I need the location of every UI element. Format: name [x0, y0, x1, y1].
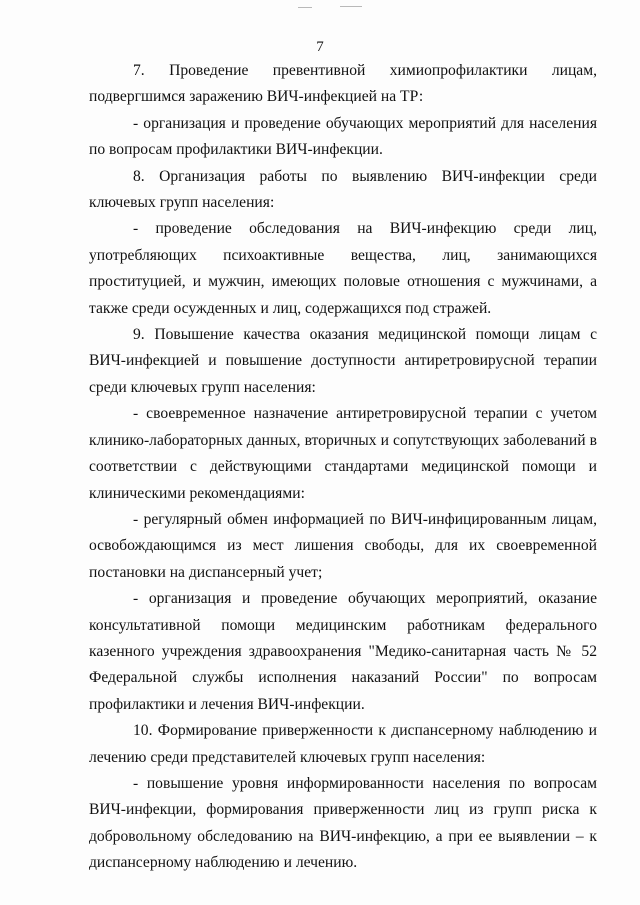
paragraph-item-8: 8. Организация работы по выявлению ВИЧ-инфекции среди ключевых групп населения: — [89, 167, 597, 212]
paragraph-item-9-detail-1: - своевременное назначение антиретровирусной терапии с учетом клинико-лабораторных данных, вторичных и сопутствующих заболеваний в соответствии с действующими стандартами медицинской помощи и клиническими рекомендациями: — [89, 405, 597, 502]
paragraph-item-10: 10. Формирование приверженности к диспансерному наблюдению и лечению среди представителей ключевых групп населения: — [89, 722, 597, 766]
paragraph-item-8-detail: - проведение обследования на ВИЧ-инфекцию среди лиц, употребляющих психоактивные вещества, лиц, занимающихся проституцией, и мужчин, имеющих половые отношения с мужчинами, а также среди осужденных и лиц, содержащихся под стражей. — [89, 220, 597, 317]
document-body — [89, 58, 597, 877]
paragraph-item-9-detail-2: - регулярный обмен информацией по ВИЧ-инфицированным лицам, освобождающимся из мест лишения свободы, для их своевременной постановки на диспансерный учет; — [89, 510, 597, 581]
page-number: 7 — [316, 39, 324, 55]
paragraph-item-10-detail: - повышение уровня информированности населения по вопросам ВИЧ-инфекции, формирования приверженности лиц из групп риска к добровольному обследованию на ВИЧ-инфекцию, а при ее выявлении – к диспансерному наблюдению и лечению. — [89, 774, 597, 872]
paragraph-item-7-detail: - организация и проведение обучающих мероприятий для населения по вопросам профилактики ВИЧ-инфекции. — [89, 114, 597, 159]
paragraph-item-9: 9. Повышение качества оказания медицинской помощи лицам с ВИЧ-инфекцией и повышение доступности антиретровирусной терапии среди ключевых групп населения: — [89, 326, 597, 396]
paragraph-item-7: 7. Проведение превентивной химиопрофилактики лицам, подвергшимся заражению ВИЧ-инфекцией на ТР: — [89, 62, 597, 106]
scan-artifact — [298, 7, 312, 8]
paragraph-item-9-detail-3: - организация и проведение обучающих мероприятий, оказание консультативной помощи медицинским работникам федерального казенного учреждения здравоохранения "Медико-санитарная часть № 52 Федеральной службы исполнения наказаний России" по вопросам профилактики и лечения ВИЧ-инфекции. — [89, 590, 597, 713]
scan-artifact — [340, 6, 362, 7]
